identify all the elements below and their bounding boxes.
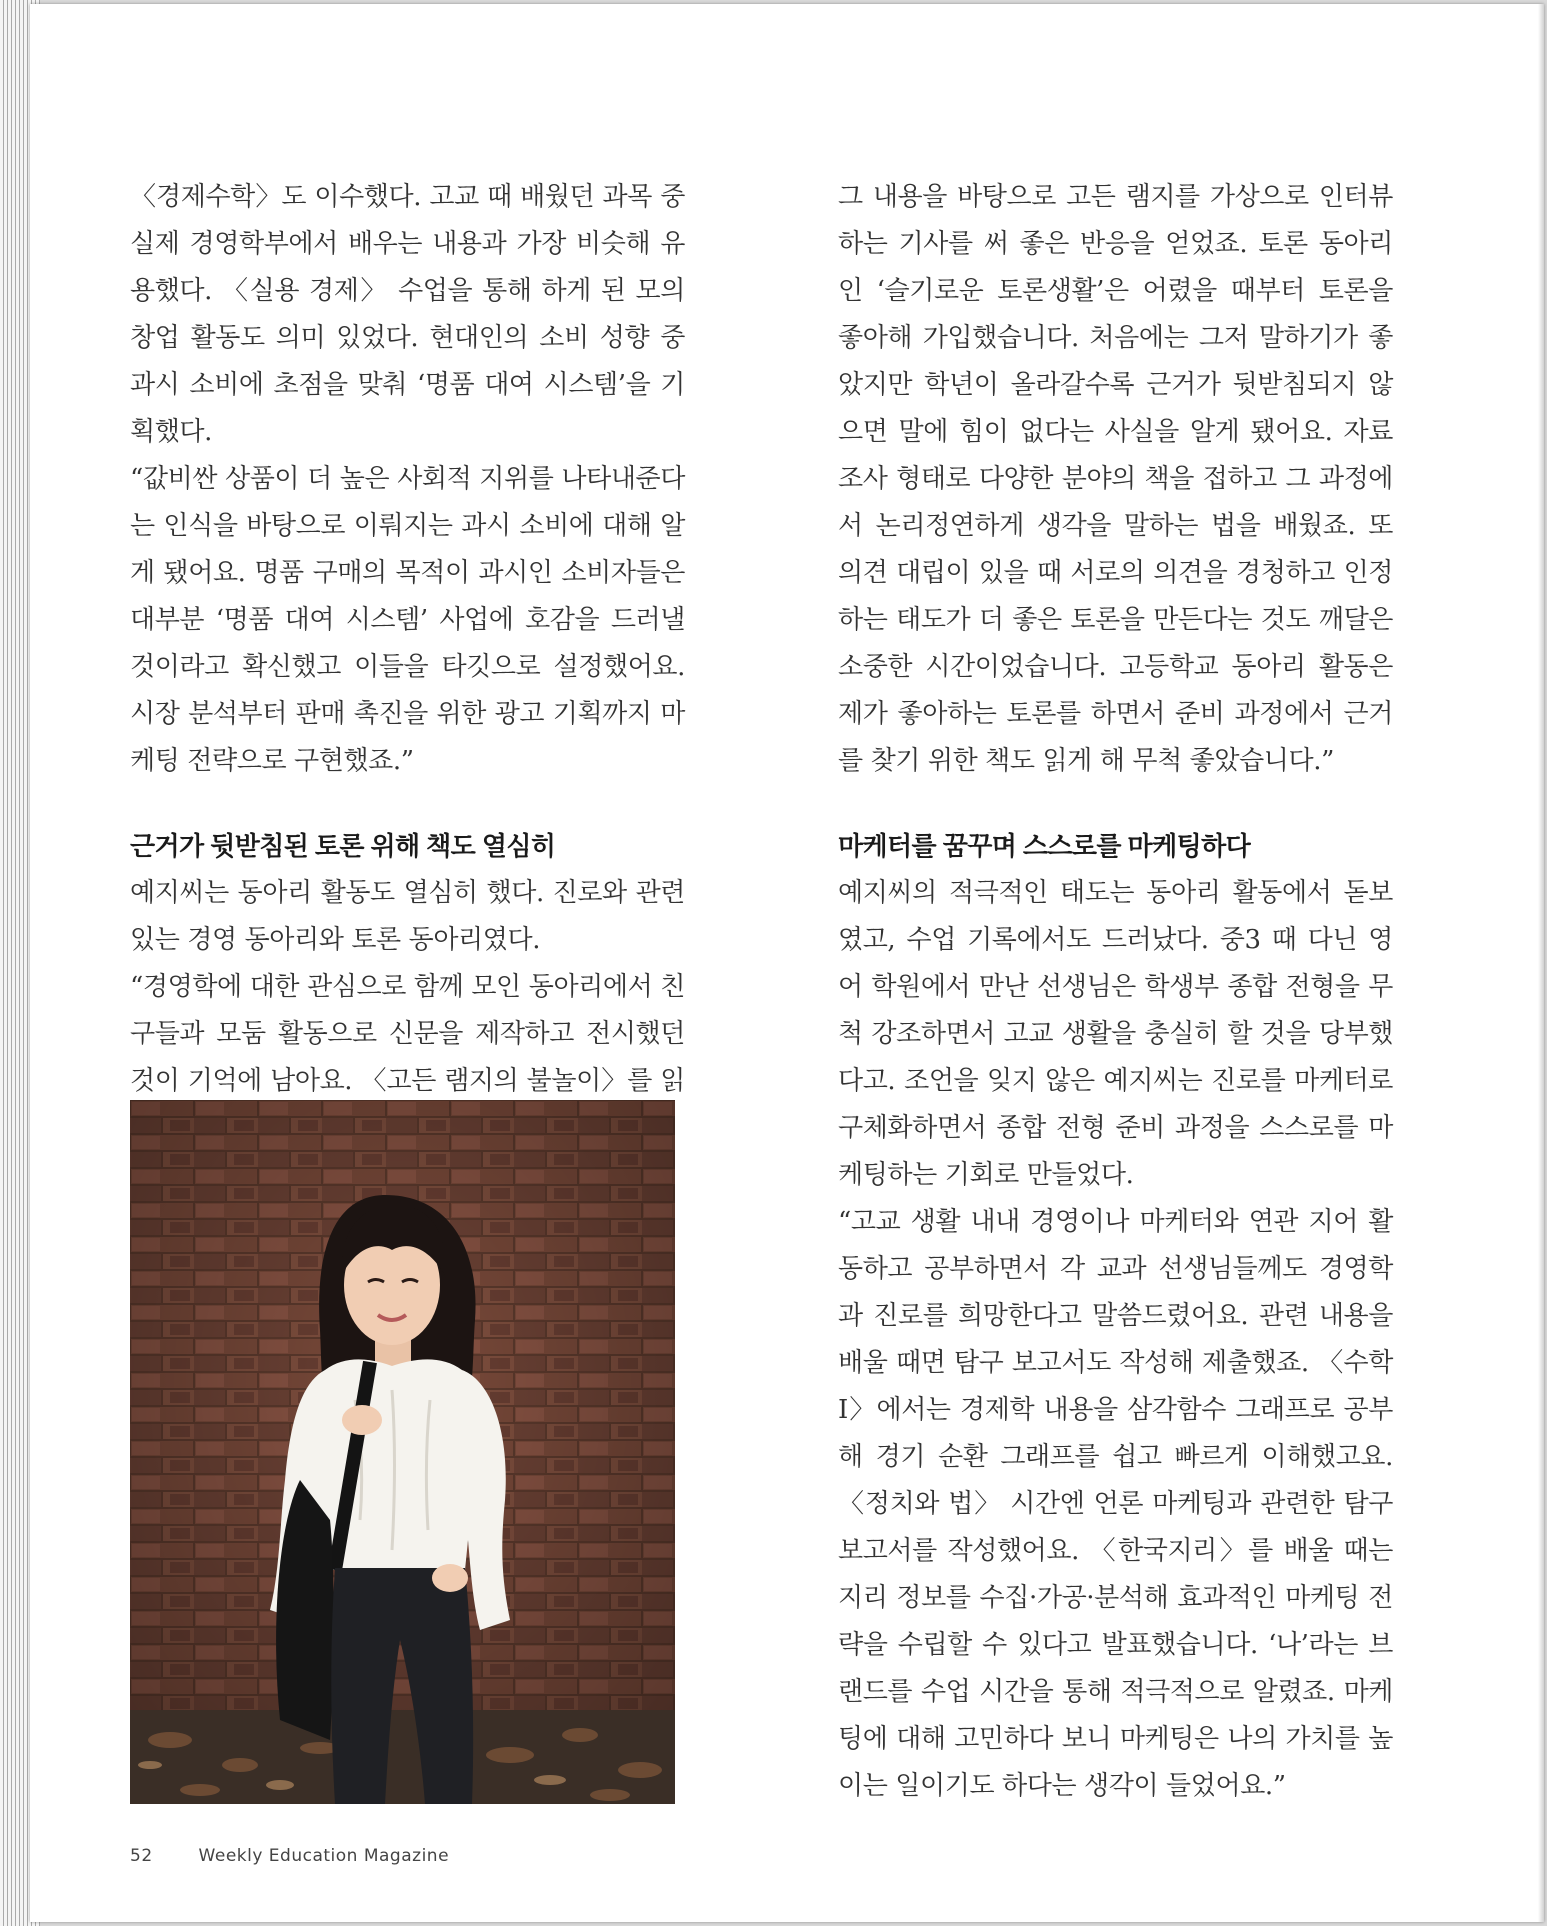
page-footer: [130, 1846, 449, 1866]
left-quote-2: “경영학에 대한 관심으로 함께 모인 동아리에서 친구들과 모둠 활동으로 신문을 제작하고 전시했던 것이 기억에 남아요. 〈고든 램지의 불놀이〉를 읽: [130, 972, 685, 1096]
left-column: [130, 174, 685, 1152]
student-photo: [130, 1100, 675, 1804]
right-paragraph-1: 그 내용을 바탕으로 고든 램지를 가상으로 인터뷰하는 기사를 써 좋은 반응을 얻었죠. 토론 동아리인 ‘슬기로운 토론생활’은 어렸을 때부터 토론을 좋아해 가입했습니다. 처음에는 그저 말하기가 좋았지만 학년이 올라갈수록 근거가 뒷받침되지 않으면 말에 힘이 없다는 사실을 알게 됐어요. 자료 조사 형태로 다양한 분야의 책을 접하고 그 과정에서 논리정연하게 생각을 말하는 법을 배웠죠. 또 의견 대립이 있을 때 서로의 의견을 경청하고 인정하는 태도가 더 좋은 토론을 만든다는 것도 깨달은 소중한 시간이었습니다. 고등학교 동아리 활동은 제가 좋아하는 토론를 하면서 준비 과정에서 근거를 찾기 위한 책도 읽게 해 무척 좋았습니다.”: [838, 182, 1393, 776]
right-paragraph-2: 예지씨의 적극적인 태도는 동아리 활동에서 돋보였고, 수업 기록에서도 드러났다. 중3 때 다닌 영어 학원에서 만난 선생님은 학생부 종합 전형을 무척 강조하면서 고교 생활을 충실히 할 것을 당부했다고. 조언을 잊지 않은 예지씨는 진로를 마케터로 구체화하면서 종합 전형 준비 과정을 스스로를 마케팅하는 기회로 만들었다.: [838, 878, 1393, 1190]
section-heading-debate: 근거가 뒷받침된 토론 위해 책도 열심히: [130, 831, 556, 861]
page-number: 52: [130, 1846, 153, 1866]
right-column: [838, 174, 1393, 1810]
left-quote-1: “값비싼 상품이 더 높은 사회적 지위를 나타내준다는 인식을 바탕으로 이뤄지는 과시 소비에 대해 알게 됐어요. 명품 구매의 목적이 과시인 소비자들은 대부분 ‘명품 대여 시스템’ 사업에 호감을 드러낼 것이라고 확신했고 이들을 타깃으로 설정했어요. 시장 분석부터 판매 촉진을 위한 광고 기획까지 마케팅 전략으로 구현했죠.”: [130, 464, 685, 776]
magazine-page: [30, 4, 1544, 1922]
left-paragraph-1: 〈경제수학〉도 이수했다. 고교 때 배웠던 과목 중 실제 경영학부에서 배우는 내용과 가장 비슷해 유용했다. 〈실용 경제〉 수업을 통해 하게 된 모의 창업 활동도 의미 있었다. 현대인의 소비 성향 중 과시 소비에 초점을 맞춰 ‘명품 대여 시스템’을 기획했다.: [130, 182, 685, 447]
left-paragraph-2: 예지씨는 동아리 활동도 열심히 했다. 진로와 관련 있는 경영 동아리와 토론 동아리였다.: [130, 878, 685, 955]
magazine-name: Weekly Education Magazine: [198, 1846, 450, 1866]
page-edge-shadow: [1538, 4, 1544, 1922]
section-heading-marketing: 마케터를 꿈꾸며 스스로를 마케팅하다: [838, 831, 1251, 861]
right-quote: “고교 생활 내내 경영이나 마케터와 연관 지어 활동하고 공부하면서 각 교과 선생님들께도 경영학과 진로를 희망한다고 말씀드렸어요. 관련 내용을 배울 때면 탐구 보고서도 작성해 제출했죠. 〈수학Ⅰ〉에서는 경제학 내용을 삼각함수 그래프로 공부해 경기 순환 그래프를 쉽고 빠르게 이해했고요. 〈정치와 법〉 시간엔 언론 마케팅과 관련한 탐구 보고서를 작성했어요. 〈한국지리〉를 배울 때는 지리 정보를 수집·가공·분석해 효과적인 마케팅 전략을 수립할 수 있다고 발표했습니다. ‘나’라는 브랜드를 수업 시간을 통해 적극적으로 알렸죠. 마케팅에 대해 고민하다 보니 마케팅은 나의 가치를 높이는 일이기도 하다는 생각이 들었어요.”: [838, 1207, 1393, 1801]
